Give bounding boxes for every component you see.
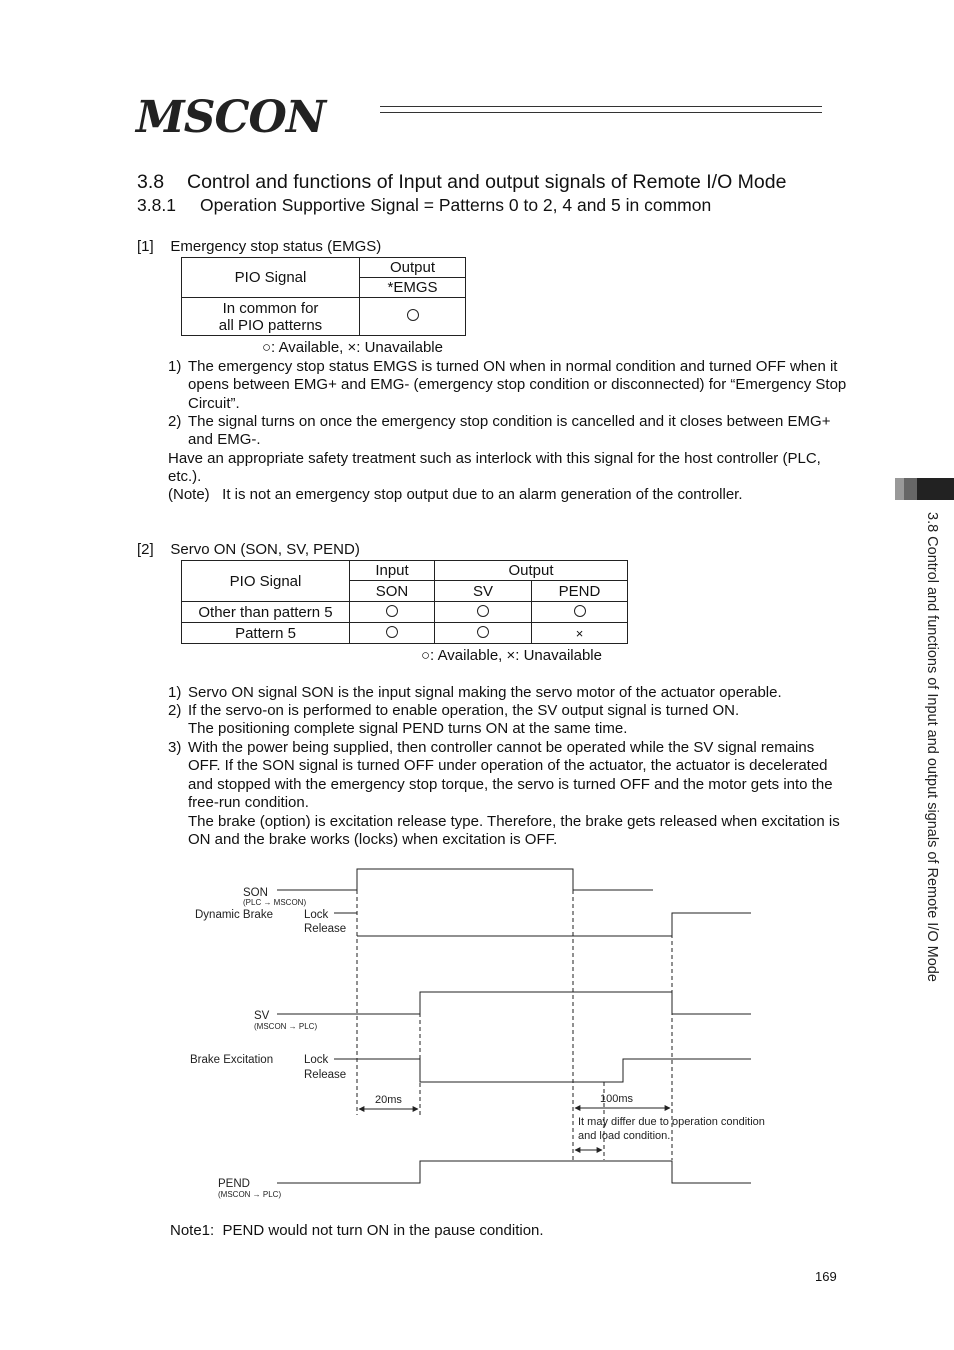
servo-row2-pend: [532, 623, 628, 644]
dynamic-brake-release: Release: [304, 923, 347, 935]
list-number: 2): [168, 702, 182, 719]
available-circle-icon: [477, 626, 489, 638]
available-circle-icon: [407, 309, 419, 321]
emgs-output-header: Output: [360, 258, 466, 278]
variance-note-line2: and load condition.: [578, 1130, 671, 1142]
servo-row1-son: [350, 602, 435, 623]
header-rule-bottom: [380, 112, 822, 113]
servo-pend-header: PEND: [532, 581, 628, 602]
emgs-legend: ○: Available, ×: Unavailable: [262, 339, 443, 356]
available-circle-icon: [386, 605, 398, 617]
sv-direction: (MSCON → PLC): [254, 1022, 318, 1031]
time-100ms: 100ms: [600, 1093, 634, 1105]
list-text-para2: The brake (option) is excitation release type. Therefore, the brake gets released when excitation is ON and the brake works (locks) when excitation is OFF.: [188, 812, 840, 849]
side-tab-marker-dark: [917, 478, 954, 500]
list-text: Servo ON signal SON is the input signal making the servo motor of the actuator operable.: [188, 684, 782, 701]
servo-pio-signal-header: PIO Signal: [182, 561, 350, 602]
sv-label: SV: [254, 1010, 270, 1022]
list-text-line2: The positioning complete signal PEND turns ON at the same time.: [188, 720, 628, 738]
header-rule-top: [380, 106, 822, 107]
list-number: 1): [168, 684, 182, 701]
subsection-number: 3.8.1: [137, 195, 176, 215]
variance-note-line1: It may differ due to operation condition: [578, 1116, 765, 1128]
servo-row2-label: Pattern 5: [182, 623, 350, 644]
servo-legend: ○: Available, ×: Unavailable: [421, 647, 602, 664]
dynamic-brake-waveform: [357, 913, 751, 936]
timing-diagram: [0, 860, 954, 1210]
dynamic-brake-lock: Lock: [304, 909, 329, 921]
brake-release: Release: [304, 1069, 347, 1081]
servo-output-header: Output: [435, 561, 628, 581]
subsection-title-text: Operation Supportive Signal = Patterns 0 to 2, 4 and 5 in common: [200, 195, 712, 215]
son-label: SON: [243, 887, 268, 899]
servo-row1-label: Other than pattern 5: [182, 602, 350, 623]
servo-row2-son: [350, 623, 435, 644]
available-circle-icon: [574, 605, 586, 617]
list-number: 1): [168, 358, 182, 375]
servo-heading: [2] Servo ON (SON, SV, PEND): [137, 541, 360, 558]
emgs-row-label: [182, 298, 360, 336]
emgs-note: (Note) It is not an emergency stop output due to an alarm generation of the controller.: [168, 486, 743, 503]
emgs-heading: [1] Emergency stop status (EMGS): [137, 238, 382, 255]
emgs-row-label-line1: In common for: [222, 299, 319, 317]
section-number: 3.8: [137, 171, 165, 193]
list-text-line1: If the servo-on is performed to enable operation, the SV output signal is turned ON.: [188, 702, 740, 719]
list-text: [188, 739, 843, 849]
emgs-table: [181, 257, 466, 336]
logo-text: MSCON: [136, 92, 326, 143]
servo-row2-sv: [435, 623, 532, 644]
side-chapter-label: 3.8 Control and functions of Input and output signals of Remote I/O Mode: [924, 512, 940, 982]
list-text: The signal turns on once the emergency stop condition is cancelled and it closes between EMG+ and EMG-.: [188, 413, 831, 449]
brake-excitation-label: Brake Excitation: [190, 1054, 274, 1066]
brake-excitation-waveform: [420, 1059, 751, 1082]
list-text: [188, 702, 848, 739]
available-circle-icon: [477, 605, 489, 617]
pend-label: PEND: [218, 1178, 250, 1190]
emgs-pio-signal-header: PIO Signal: [182, 258, 360, 298]
time-20ms: 20ms: [375, 1094, 402, 1106]
subsection-title: [137, 195, 711, 216]
side-tab-marker: [895, 478, 917, 500]
list-number: 3): [168, 739, 182, 756]
son-waveform: [277, 869, 653, 890]
servo-input-header: Input: [350, 561, 435, 581]
servo-row1-sv: [435, 602, 532, 623]
unavailable-cross-icon: ×: [575, 625, 584, 641]
note-1: Note1: PEND would not turn ON in the pause condition.: [170, 1222, 544, 1239]
servo-son-header: SON: [350, 581, 435, 602]
list-text-para1: With the power being supplied, then controller cannot be operated while the SV signal remains OFF. If the SON signal is turned OFF under operation of the actuator, the actuator is decelerated and stopped with the emergency stop torque, the servo is turned OFF and the motor gets into the free-run condition.: [188, 739, 833, 812]
list-number: 2): [168, 413, 182, 430]
list-text: The emergency stop status EMGS is turned ON when in normal condition and turned OFF when it opens between EMG+ and EMG- (emergency stop condition or disconnected) for “Emergency Stop Circuit”.: [188, 358, 847, 412]
emgs-safety-paragraph: Have an appropriate safety treatment such as interlock with this signal for the host controller (PLC, etc.).: [168, 450, 821, 486]
servo-sv-header: SV: [435, 581, 532, 602]
son-direction: (PLC → MSCON): [243, 898, 307, 907]
sv-waveform: [277, 992, 751, 1014]
pend-direction: (MSCON → PLC): [218, 1190, 282, 1199]
dynamic-brake-label: Dynamic Brake: [195, 909, 273, 921]
servo-row1-pend: [532, 602, 628, 623]
section-title: [137, 171, 786, 194]
brake-lock: Lock: [304, 1054, 329, 1066]
section-title-text: Control and functions of Input and output signals of Remote I/O Mode: [187, 171, 787, 193]
emgs-available-mark: [360, 298, 466, 336]
page-number: 169: [815, 1269, 837, 1284]
available-circle-icon: [386, 626, 398, 638]
pend-waveform: [277, 1161, 751, 1183]
servo-table: [181, 560, 628, 644]
emgs-row-label-line2: all PIO patterns: [218, 316, 323, 334]
mscon-logo: [136, 92, 325, 143]
emgs-signal-name: *EMGS: [360, 278, 466, 298]
